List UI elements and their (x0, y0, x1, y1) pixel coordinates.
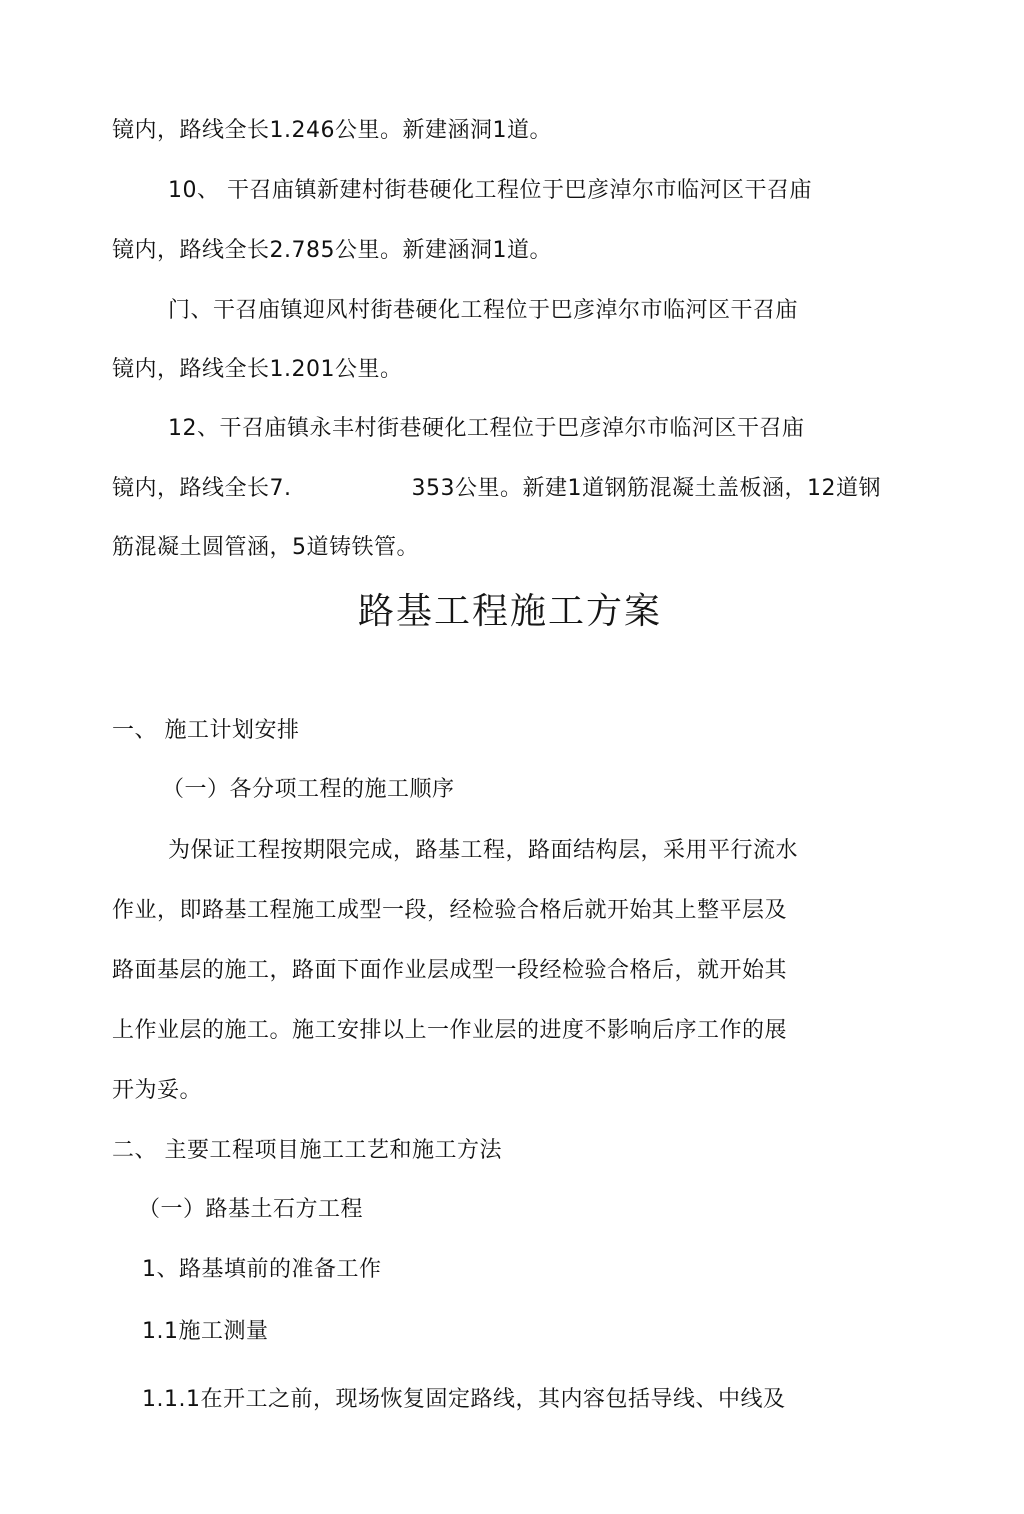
section-heading: 一、 施工计划安排 (112, 718, 300, 743)
paragraph-line: 路面基层的施工，路面下面作业层成型一段经检验合格后，就开始其 (112, 958, 788, 983)
line-segment: 353公里。新建1道钢筋混凝土盖板涵，12道钢 (411, 476, 881, 501)
section-heading: 二、 主要工程项目施工工艺和施工方法 (112, 1138, 502, 1163)
subsection-heading: 1.1施工测量 (142, 1319, 269, 1344)
subsection-heading: 1、路基填前的准备工作 (142, 1257, 382, 1282)
paragraph-line: 上作业层的施工。施工安排以上一作业层的进度不影响后序工作的展 (112, 1018, 788, 1043)
paragraph-line: 门、干召庙镇迎风村街巷硬化工程位于巴彦淖尔市临河区干召庙 (168, 298, 799, 323)
paragraph-line: 为保证工程按期限完成，路基工程，路面结构层，采用平行流水 (168, 838, 799, 863)
subsection-heading: （一）路基土石方工程 (138, 1197, 364, 1222)
paragraph-line: 作业，即路基工程施工成型一段，经检验合格后就开始其上整平层及 (112, 898, 788, 923)
paragraph-line: 镜内，路线全长2.785公里。新建涵洞1道。 (112, 238, 552, 263)
paragraph-line: 镜内，路线全长1.201公里。 (112, 357, 403, 382)
document-title: 路基工程施工方案 (358, 591, 663, 632)
paragraph-line: 镜内，路线全长1.246公里。新建涵洞1道。 (112, 118, 552, 143)
paragraph-line (112, 474, 881, 504)
paragraph-line: 12、干召庙镇永丰村街巷硬化工程位于巴彦淖尔市临河区干召庙 (168, 416, 805, 441)
paragraph-line: 1.1.1在开工之前，现场恢复固定路线，其内容包括导线、中线及 (142, 1387, 786, 1412)
paragraph-line: 筋混凝土圆管涵，5道铸铁管。 (112, 535, 419, 560)
line-segment: 镜内，路线全长7. (112, 476, 292, 501)
paragraph-line: 10、 干召庙镇新建村街巷硬化工程位于巴彦淖尔市临河区干召庙 (168, 178, 812, 203)
paragraph-line: 开为妥。 (112, 1078, 203, 1103)
subsection-heading: （一）各分项工程的施工顺序 (162, 777, 455, 802)
